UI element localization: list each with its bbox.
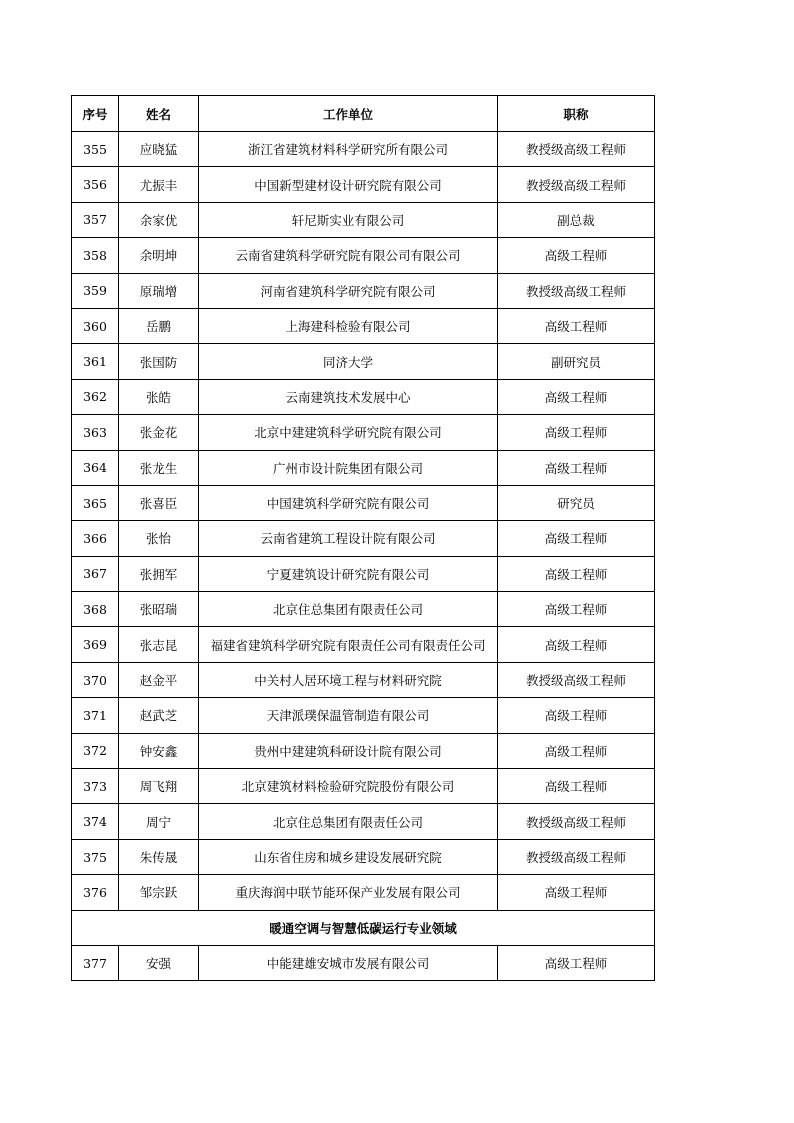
cell-name: 张怡 [119, 521, 199, 556]
section-body [72, 910, 655, 945]
table-row [72, 132, 655, 167]
cell-name: 张拥军 [119, 556, 199, 591]
table-row [72, 662, 655, 697]
header-row [72, 96, 655, 132]
cell-name: 朱传晟 [119, 839, 199, 874]
cell-title: 高级工程师 [498, 556, 655, 591]
table-row [72, 627, 655, 662]
cell-name: 应晓猛 [119, 132, 199, 167]
header-title: 职称 [498, 96, 655, 132]
cell-name: 张国防 [119, 344, 199, 379]
cell-name: 张喜臣 [119, 485, 199, 520]
cell-unit: 云南省建筑科学研究院有限公司有限公司 [199, 238, 498, 273]
cell-unit: 福建省建筑科学研究院有限责任公司有限责任公司 [199, 627, 498, 662]
cell-no: 355 [72, 132, 119, 167]
expert-roster-table [71, 95, 655, 981]
cell-title: 教授级高级工程师 [498, 167, 655, 202]
table-row [72, 556, 655, 591]
table-row [72, 415, 655, 450]
cell-no: 375 [72, 839, 119, 874]
cell-title: 高级工程师 [498, 415, 655, 450]
table-row [72, 485, 655, 520]
cell-unit: 北京建筑材料检验研究院股份有限公司 [199, 769, 498, 804]
cell-name: 赵武芝 [119, 698, 199, 733]
cell-name: 周飞翔 [119, 769, 199, 804]
cell-unit: 宁夏建筑设计研究院有限公司 [199, 556, 498, 591]
cell-title: 高级工程师 [498, 238, 655, 273]
cell-no: 356 [72, 167, 119, 202]
cell-unit: 中国建筑科学研究院有限公司 [199, 485, 498, 520]
header-unit: 工作单位 [199, 96, 498, 132]
header-no: 序号 [72, 96, 119, 132]
cell-no: 361 [72, 344, 119, 379]
section-title: 暖通空调与智慧低碳运行专业领域 [72, 910, 655, 945]
cell-unit: 上海建科检验有限公司 [199, 308, 498, 343]
cell-title: 教授级高级工程师 [498, 662, 655, 697]
cell-no: 358 [72, 238, 119, 273]
cell-no: 364 [72, 450, 119, 485]
cell-title: 高级工程师 [498, 698, 655, 733]
table-row [72, 167, 655, 202]
cell-title: 教授级高级工程师 [498, 132, 655, 167]
table-row [72, 238, 655, 273]
cell-no: 373 [72, 769, 119, 804]
cell-name: 张金花 [119, 415, 199, 450]
cell-title: 教授级高级工程师 [498, 273, 655, 308]
cell-title: 高级工程师 [498, 945, 655, 980]
cell-name: 钟安鑫 [119, 733, 199, 768]
cell-name: 邹宗跃 [119, 875, 199, 910]
cell-title: 高级工程师 [498, 769, 655, 804]
table-row [72, 875, 655, 910]
cell-unit: 中国新型建材设计研究院有限公司 [199, 167, 498, 202]
table-row [72, 804, 655, 839]
cell-name: 安强 [119, 945, 199, 980]
section-table-body [72, 945, 655, 980]
cell-unit: 北京住总集团有限责任公司 [199, 592, 498, 627]
cell-no: 377 [72, 945, 119, 980]
cell-name: 张龙生 [119, 450, 199, 485]
cell-name: 周宁 [119, 804, 199, 839]
cell-unit: 中关村人居环境工程与材料研究院 [199, 662, 498, 697]
table-row [72, 945, 655, 980]
table-row [72, 308, 655, 343]
cell-name: 赵金平 [119, 662, 199, 697]
cell-no: 368 [72, 592, 119, 627]
cell-unit: 贵州中建建筑科研设计院有限公司 [199, 733, 498, 768]
cell-unit: 北京住总集团有限责任公司 [199, 804, 498, 839]
cell-no: 376 [72, 875, 119, 910]
cell-no: 359 [72, 273, 119, 308]
cell-unit: 轩尼斯实业有限公司 [199, 202, 498, 237]
cell-unit: 同济大学 [199, 344, 498, 379]
cell-no: 371 [72, 698, 119, 733]
cell-title: 高级工程师 [498, 379, 655, 414]
cell-name: 张皓 [119, 379, 199, 414]
cell-title: 教授级高级工程师 [498, 839, 655, 874]
cell-title: 高级工程师 [498, 450, 655, 485]
cell-no: 357 [72, 202, 119, 237]
table-row [72, 769, 655, 804]
table-row [72, 273, 655, 308]
table-row [72, 733, 655, 768]
cell-unit: 北京中建建筑科学研究院有限公司 [199, 415, 498, 450]
cell-unit: 天津派璞保温管制造有限公司 [199, 698, 498, 733]
cell-no: 360 [72, 308, 119, 343]
table-row [72, 698, 655, 733]
cell-no: 363 [72, 415, 119, 450]
cell-no: 374 [72, 804, 119, 839]
cell-title: 高级工程师 [498, 308, 655, 343]
cell-title: 高级工程师 [498, 592, 655, 627]
cell-title: 教授级高级工程师 [498, 804, 655, 839]
cell-unit: 浙江省建筑材料科学研究所有限公司 [199, 132, 498, 167]
cell-no: 367 [72, 556, 119, 591]
cell-name: 张昭瑞 [119, 592, 199, 627]
section-row [72, 910, 655, 945]
table-body [72, 132, 655, 911]
cell-unit: 云南省建筑工程设计院有限公司 [199, 521, 498, 556]
cell-name: 原瑞增 [119, 273, 199, 308]
cell-unit: 中能建雄安城市发展有限公司 [199, 945, 498, 980]
cell-title: 高级工程师 [498, 627, 655, 662]
table-row [72, 592, 655, 627]
cell-unit: 广州市设计院集团有限公司 [199, 450, 498, 485]
cell-unit: 河南省建筑科学研究院有限公司 [199, 273, 498, 308]
cell-no: 369 [72, 627, 119, 662]
cell-title: 副研究员 [498, 344, 655, 379]
table-row [72, 344, 655, 379]
cell-title: 研究员 [498, 485, 655, 520]
table-row [72, 379, 655, 414]
cell-title: 副总裁 [498, 202, 655, 237]
cell-name: 余家优 [119, 202, 199, 237]
cell-no: 365 [72, 485, 119, 520]
cell-name: 尤振丰 [119, 167, 199, 202]
cell-title: 高级工程师 [498, 733, 655, 768]
cell-unit: 重庆海润中联节能环保产业发展有限公司 [199, 875, 498, 910]
cell-no: 366 [72, 521, 119, 556]
cell-title: 高级工程师 [498, 875, 655, 910]
table-row [72, 202, 655, 237]
cell-no: 372 [72, 733, 119, 768]
cell-unit: 山东省住房和城乡建设发展研究院 [199, 839, 498, 874]
cell-name: 余明坤 [119, 238, 199, 273]
cell-name: 张志昆 [119, 627, 199, 662]
table-row [72, 450, 655, 485]
cell-title: 高级工程师 [498, 521, 655, 556]
cell-no: 362 [72, 379, 119, 414]
table-row [72, 521, 655, 556]
cell-unit: 云南建筑技术发展中心 [199, 379, 498, 414]
header-name: 姓名 [119, 96, 199, 132]
cell-name: 岳鹏 [119, 308, 199, 343]
table-row [72, 839, 655, 874]
cell-no: 370 [72, 662, 119, 697]
